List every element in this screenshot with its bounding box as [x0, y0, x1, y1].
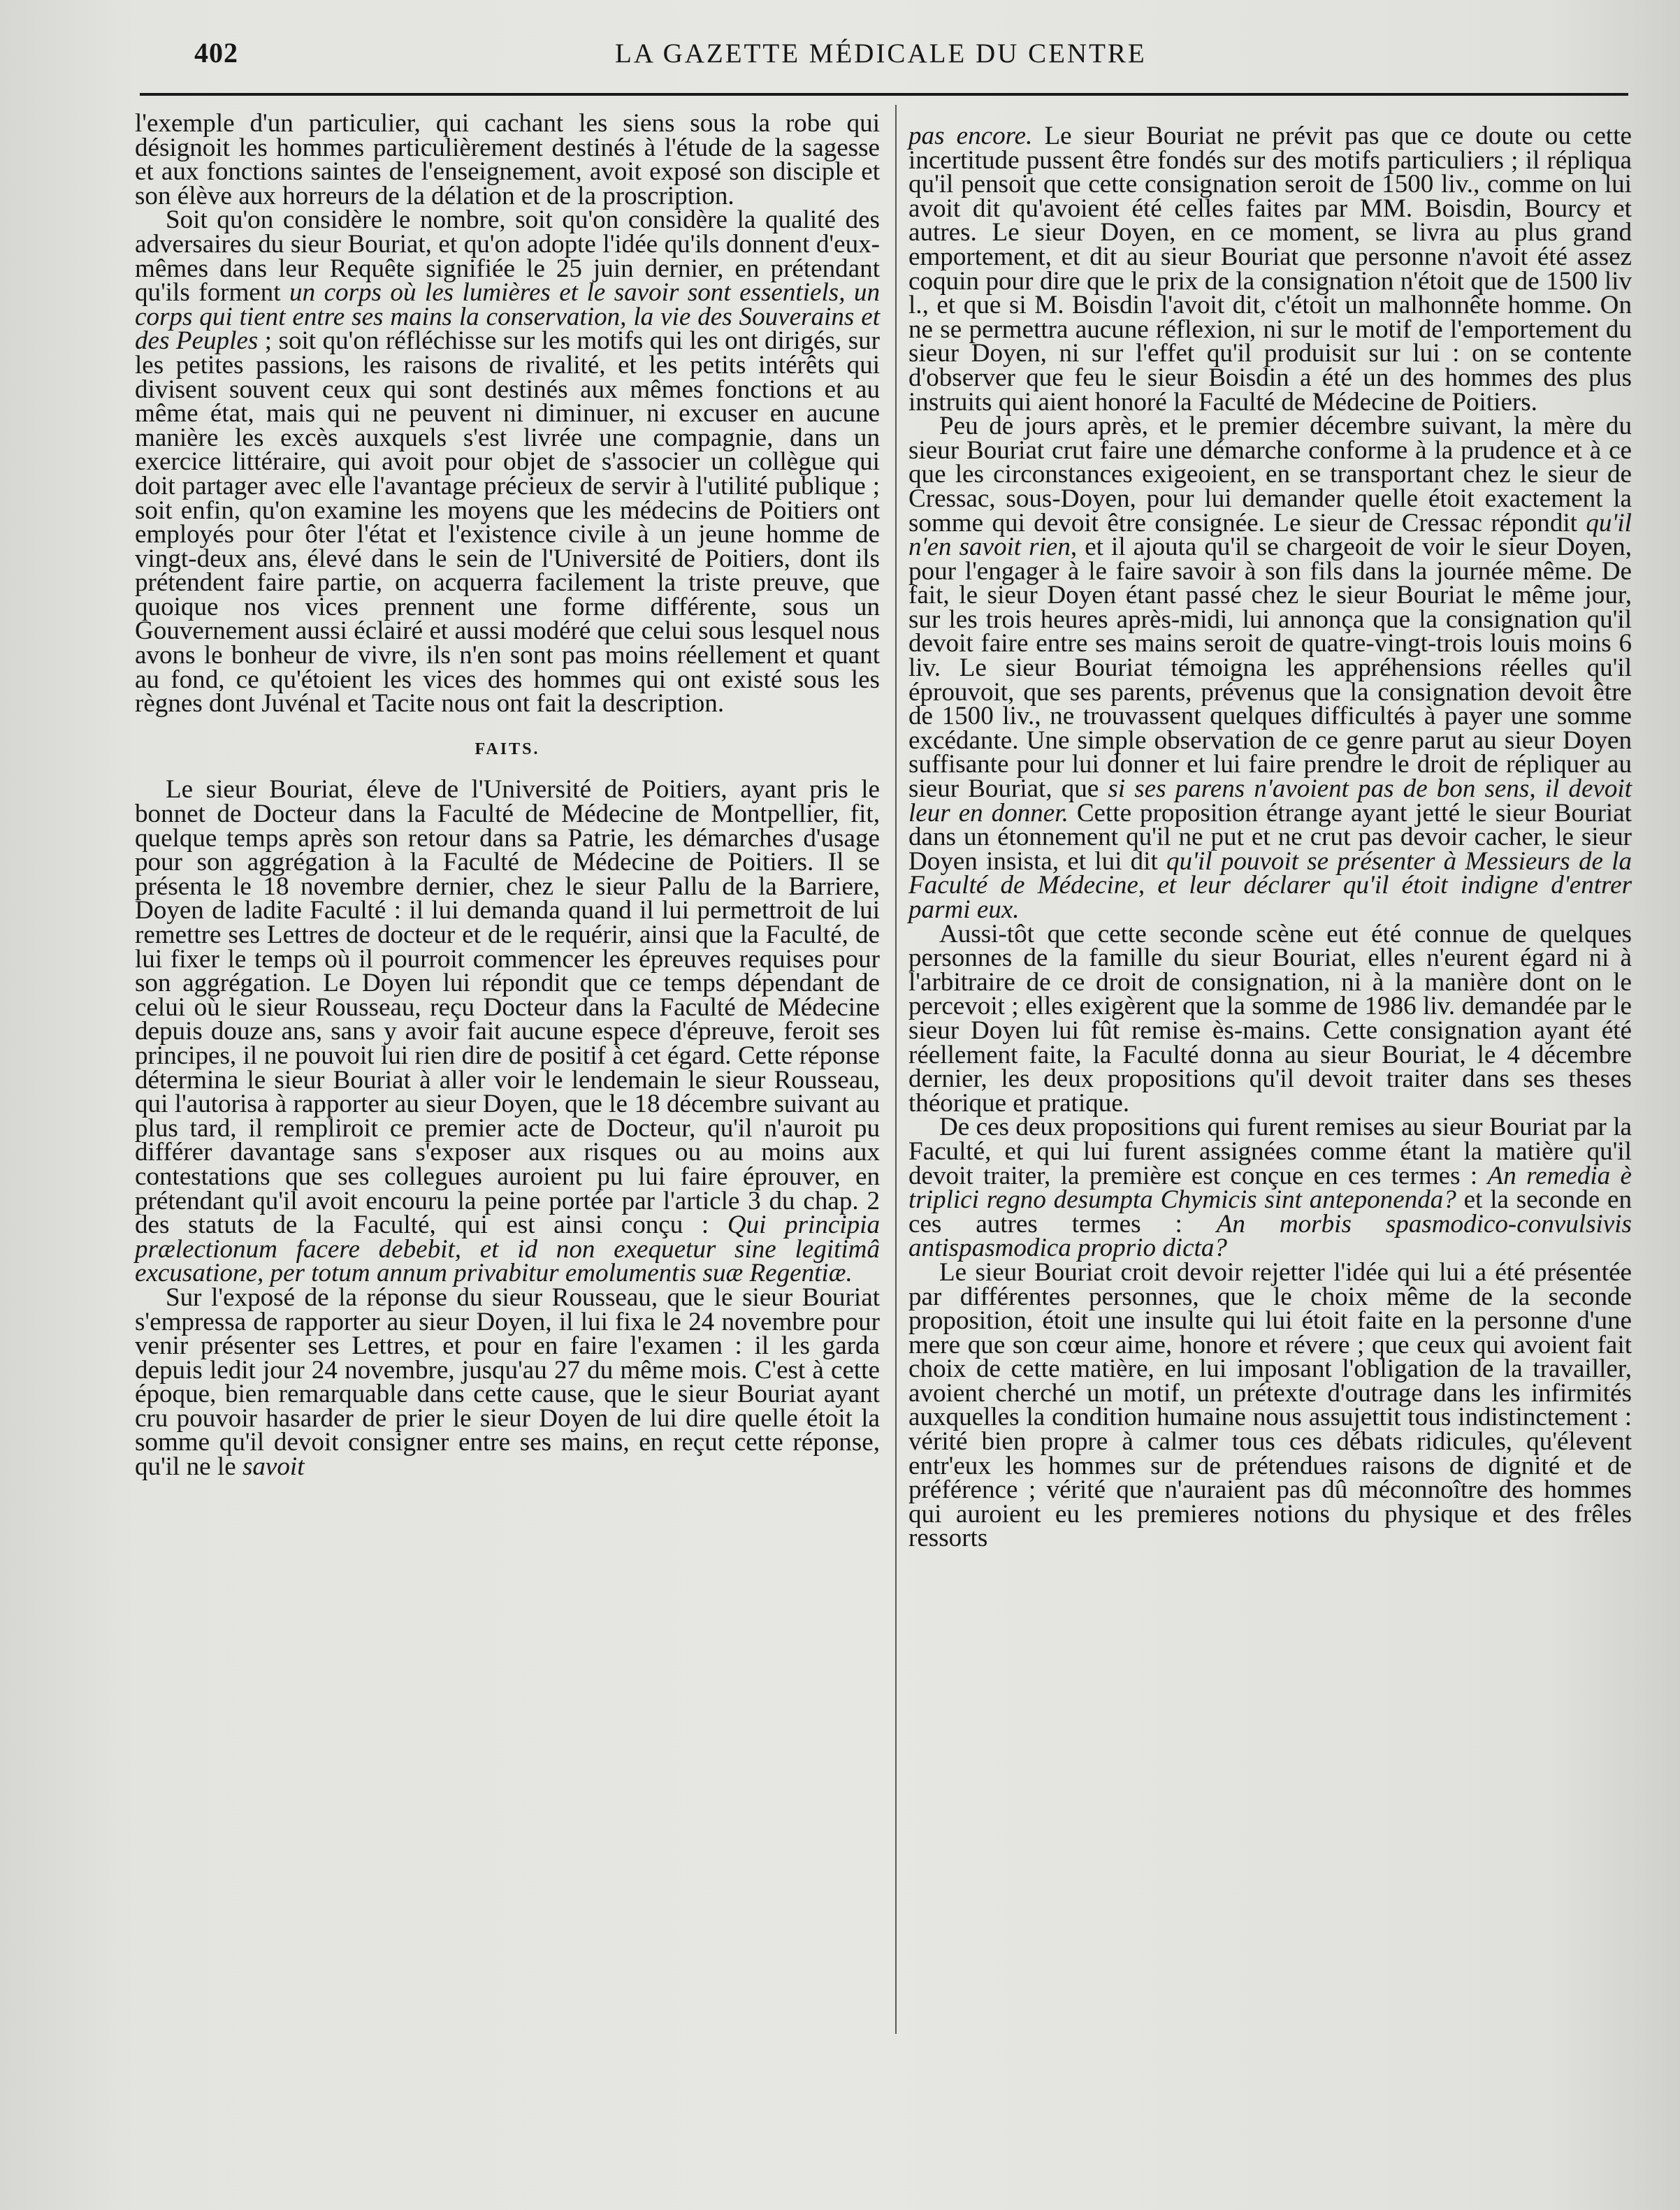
italic-quote: An remedia è triplici regno desumpta Chymicis sint anteponenda?: [908, 1161, 1632, 1215]
paragraph: [135, 1283, 880, 1482]
italic-quote: Qui principia prælectionum facere debebit, et id non exequetur sine legitimâ excusatione, per totum annum privabitur emolumentis suæ Regentiæ.: [135, 1211, 880, 1288]
left-column: [135, 109, 880, 1482]
paragraph-text: Aussi-tôt que cette seconde scène eut été connue de quelques personnes de la famille du sieur Bouriat, elles n'eurent égard ni à l'arbitraire de ce droit de consignation, ni à la manière dont on le percevoit ; elles exigèrent que la somme de 1986 liv. demandée par le sieur Doyen lui fût remise ès-mains. Cette consignation ayant été réellement faite, la Faculté donna au sieur Bouriat, le 4 décembre dernier, les deux propositions qu'il devoit traiter dans ses theses théorique et pratique.: [908, 919, 1632, 1118]
paragraph: [908, 919, 1632, 1118]
running-title: LA GAZETTE MÉDICALE DU CENTRE: [615, 38, 1147, 68]
page-header: [189, 34, 1614, 82]
italic-quote: An morbis spasmodico-convulsivis antispasmodica proprio dicta?: [908, 1209, 1632, 1263]
section-heading: FAITS.: [475, 739, 540, 758]
paragraph: [908, 1257, 1632, 1553]
paragraph: [908, 122, 1632, 417]
italic-quote: qu'il n'en savoit rien: [908, 508, 1632, 562]
italic-quote: qu'il pouvoit se présenter à Messieurs de la Faculté de Médecine, et leur déclarer qu'il étoit indigne d'entrer parmi eux.: [908, 846, 1632, 924]
paragraph-text: Le sieur Bouriat, éleve de l'Université de Poitiers, ayant pris le bonnet de Docteur dans la Faculté de Médecine de Montpellier, fit, quelque temps après son retour dans sa Patrie, les démarches d'usage pour son aggrégation à la Faculté de Médecine de Poitiers. Il se présenta le 18 novembre dernier, chez le sieur Pallu de la Barriere, Doyen de ladite Faculté : il lui demanda quand il lui permettroit de lui remettre ses Lettres de docteur et de le requérir, ainsi que la Faculté, de lui fixer le temps où il pourroit commencer les épreuves requises pour son aggrégation. Le Doyen lui répondit que ce temps dépendant de celui où le sieur Rousseau, reçu Docteur dans la Faculté de Médecine depuis douze ans, sans y avoir fait aucune espece d'épreuve, feroit ses principes, il ne pouvoit lui rien dire de positif à cet égard. Cette réponse détermina le sieur Bouriat à aller voir le lendemain le sieur Rousseau, qui l'autorisa à rapporter au sieur Doyen, que le 18 décembre suivant au plus tard, il rempliroit ce premier acte de Docteur, qu'il n'auroit pu différer davantage sans s'exposer aux risques ou au moins aux contestations que ses collegues auroient pu lui faire éprouver, en prétendant qu'il avoit encouru la peine portée par l'article 3 du chap. 2 des statuts de la Faculté, qui est ainsi conçu :: [135, 775, 880, 1240]
right-column: [908, 124, 1632, 1551]
paragraph-text: , et il ajouta qu'il se chargeoit de voir le sieur Doyen, pour l'engager à le faire savoir à son fils dans la journée même. De fait, le sieur Doyen étant passé chez le sieur Bouriat le même jour, sur les trois heures après-midi, lui annonça que la consignation qu'il devoit faire entre ses mains seroit de quatre-vingt-trois louis moins 6 liv. Le sieur Bouriat témoigna les appréhensions réelles qu'il éprouvoit, que ses parents, prévenus que la consignation devoit être de 1500 liv., ne trouvassent quelques difficultés à payer une somme excédante. Une simple observation de ce genre parut au sieur Doyen suffisante pour lui donner et lui faire prendre le droit de répliquer au sieur Bouriat, que: [908, 533, 1632, 804]
paragraph-text: Sur l'exposé de la réponse du sieur Rousseau, que le sieur Bouriat s'empressa de rapporter au sieur Doyen, il lui fixa le 24 novembre pour venir présenter ses Lettres, et pour en faire l'examen : il les garda depuis ledit jour 24 novembre, jusqu'au 27 du même mois. C'est à cette époque, bien remarquable dans cette cause, que le sieur Bouriat ayant cru pouvoir hasarder de prier le sieur Doyen de lui dire quelle étoit la somme qu'il devoit consigner entre ses mains, en reçut cette réponse, qu'il ne le: [135, 1283, 880, 1482]
paragraph-text: Le sieur Bouriat ne prévit pas que ce doute ou cette incertitude pussent être fondés sur des motifs particuliers ; il répliqua qu'il pensoit que cette consignation seroit de 1500 liv., comme on lui avoit dit qu'avoient été celles faites par MM. Boisdin, Bourcy et autres. Le sieur Doyen, en ce moment, se livra au plus grand emportement, et dit au sieur Bouriat que personne n'avoit été assez coquin pour dire que le prix de la consignation n'étoit que de 1500 liv l., et que si M. Boisdin l'avoit dit, c'étoit un malhonnête homme. On ne se permettra aucune réflexion, ni sur le motif de l'emportement du sieur Doyen, ni sur l'effet qu'il produisit sur lui : on se contente d'observer que feu le sieur Boisdin a été un des hommes des plus instruits qui aient honoré la Faculté de Médecine de Poitiers.: [908, 122, 1632, 417]
paragraph: [135, 775, 880, 1288]
paragraph-text: ; soit qu'on réfléchisse sur les motifs qui les ont dirigés, sur les petites passions, les raisons de rivalité, et les petits intérêts qui divisent souvent ceux qui sont destinés aux mêmes fonctions et au même état, mais qui ne peuvent ni diminuer, ni excuser en aucune manière les excès auxquels s'est livrée une compagnie, dans un exercice littéraire, qui avoit pour objet de s'associer un collègue qui doit partager avec elle l'avantage précieux de servir à l'utilité publique ; soit enfin, qu'on examine les moyens que les médecins de Poitiers ont employés pour ôter l'état et l'existence civile à un jeune homme de vingt-deux ans, élevé dans le sein de l'Université de Poitiers, dont ils prétendent faire partie, on acquerra facilement la triste preuve, que quoique nos vices prennent une forme différente, sous un Gouvernement aussi éclairé et aussi modéré que celui sous lesquel nous avons le bonheur de vivre, ils n'en sont pas moins réellement et quant au fond, ce qu'étoient les vices des hommes qui ont existé sous les règnes dont Juvénal et Tacite nous ont fait la description.: [135, 326, 880, 718]
paragraph: [908, 1115, 1632, 1261]
italic-quote: savoit: [242, 1452, 305, 1482]
page-number: 402: [194, 37, 238, 68]
paragraph: [908, 414, 1632, 922]
italic-quote: si ses parens n'avoient pas de bon sens, il devoit leur en donner.: [908, 774, 1632, 828]
paragraph-text: De ces deux propositions qui furent remises au sieur Bouriat par la Faculté, et qui lui furent assignées comme étant la matière qu'il devoit traiter, la première est conçue en ces termes :: [908, 1113, 1632, 1190]
paragraph-text: et la seconde en ces autres termes :: [908, 1185, 1632, 1238]
italic-quote: pas encore.: [908, 122, 1033, 150]
italic-quote: un corps où les lumières et le savoir sont essentiels, un corps qui tient entre ses mains la conservation, la vie des Souverains et des Peuples: [135, 278, 880, 356]
paragraph-text: Peu de jours après, et le premier décembre suivant, la mère du sieur Bouriat crut faire une démarche conforme à la prudence et à ce que les circonstances exigeoient, en se transportant chez le sieur de Cressac, sous-Doyen, pour lui demander quelle étoit exactement la somme qui devoit être consignée. Le sieur de Cressac répondit: [908, 412, 1632, 537]
paragraph-text: Le sieur Bouriat croit devoir rejetter l'idée qui lui a été présentée par différentes personnes, que le choix même de la seconde proposition, étoit une insulte qui lui étoit faite en la personne d'une mere que son cœur aime, honore et révere ; que ceux qui avoient fait choix de cette matière, en lui imposant l'obligation de la travailler, avoient cherché un motif, un prétexte d'outrage dans les infirmités auxquelles la condition humaine nous assujettit tous indistinctement : vérité bien propre à calmer tous ces débats ridicules, qu'élevent entr'eux les hommes sur de prétendues raisons de dignité et de préférence ; vérité que n'auraient pas dû méconnoître des hommes qui auroient eu les premieres notions du physique et des frêles ressorts: [908, 1257, 1632, 1553]
column-divider: [895, 105, 897, 2034]
paragraph-text: Cette proposition étrange ayant jetté le sieur Bouriat dans un étonnement qu'il ne put et ne crut pas devoir cacher, le sieur Doyen insista, et lui dit: [908, 798, 1632, 876]
paragraph-text: l'exemple d'un particulier, qui cachant les siens sous la robe qui désignoit les hommes particulièrement destinés à l'étude de la sagesse et aux fonctions saintes de l'enseignement, avoit exposé son disciple et son élève aux horreurs de la délation et de la proscription.: [135, 109, 880, 210]
header-rule: [140, 93, 1628, 96]
paragraph: [135, 205, 880, 718]
paragraph: [135, 109, 880, 210]
paragraph-text: Soit qu'on considère le nombre, soit qu'on considère la qualité des adversaires du sieur Bouriat, et qu'on adopte l'idée qu'ils donnent d'eux-mêmes dans leur Requête signifiée le 25 juin dernier, en prétendant qu'ils forment: [135, 205, 880, 308]
